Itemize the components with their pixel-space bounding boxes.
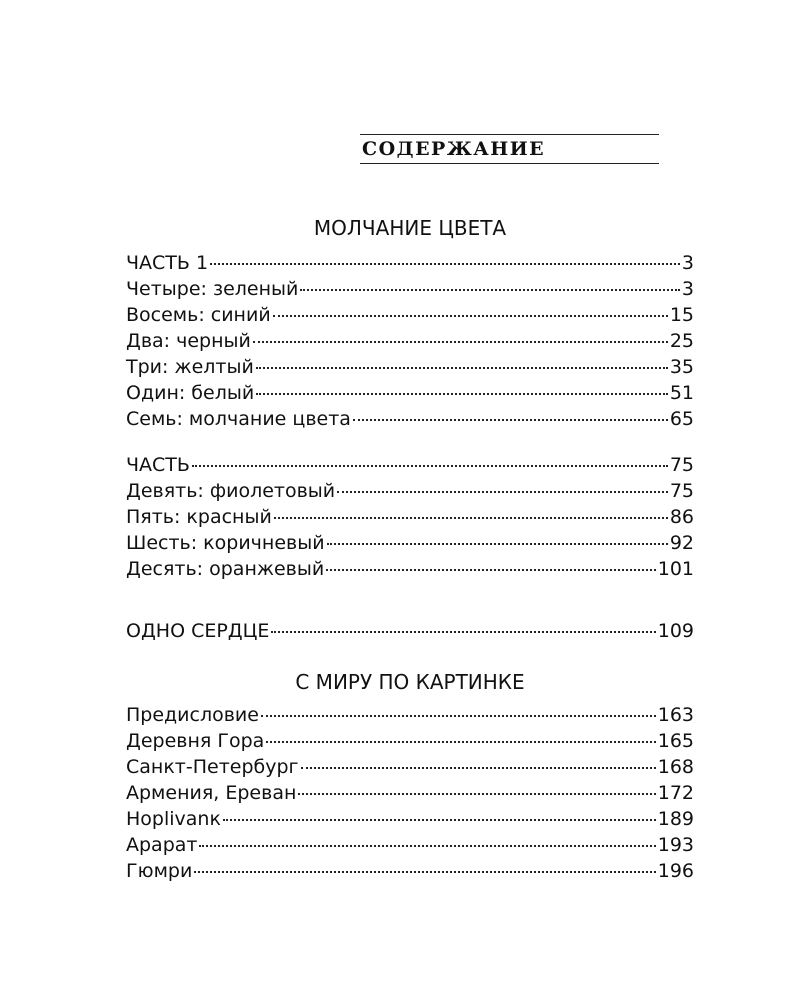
toc-entry-label: Деревня Гора xyxy=(126,730,265,752)
dot-leader xyxy=(266,741,655,743)
toc-entry[interactable] xyxy=(126,556,694,582)
toc-entry-page: 163 xyxy=(657,704,694,726)
toc-entry-page: 189 xyxy=(657,808,694,830)
toc-entry[interactable] xyxy=(126,328,694,354)
dot-leader xyxy=(256,367,668,369)
toc-entry[interactable] xyxy=(126,504,694,530)
toc-entry[interactable] xyxy=(126,728,694,754)
toc-entry[interactable] xyxy=(126,754,694,780)
toc-entry-page: 3 xyxy=(681,278,694,300)
dot-leader xyxy=(326,569,656,571)
dot-leader xyxy=(261,715,656,717)
toc-entry[interactable] xyxy=(126,530,694,556)
section-title-silence-of-color: МОЛЧАНИЕ ЦВЕТА xyxy=(313,216,507,240)
toc-entry-page: 86 xyxy=(669,506,694,528)
toc-entry[interactable] xyxy=(126,354,694,380)
dot-leader xyxy=(253,341,668,343)
dot-leader xyxy=(300,289,680,291)
dot-leader xyxy=(199,845,655,847)
toc-entry[interactable] xyxy=(126,858,694,884)
toc-entry-page: 101 xyxy=(657,558,694,580)
dot-leader xyxy=(273,315,668,317)
toc-entry[interactable] xyxy=(126,452,694,478)
toc-entry-label: Норlivanк xyxy=(126,808,221,830)
toc-entry-page: 109 xyxy=(657,620,694,642)
toc-entry[interactable] xyxy=(126,832,694,858)
dot-leader xyxy=(301,767,656,769)
toc-entry[interactable] xyxy=(126,276,694,302)
dot-leader xyxy=(353,419,668,421)
contents-heading: СОДЕРЖАНИЕ xyxy=(362,138,546,160)
toc-entry-page: 35 xyxy=(669,356,694,378)
toc-entry-label: Девять: фиолетовый xyxy=(126,480,336,502)
toc-entry[interactable] xyxy=(126,478,694,504)
toc-entry[interactable] xyxy=(126,806,694,832)
toc-entry-label: Три: желтый xyxy=(126,356,254,378)
dot-leader xyxy=(327,543,668,545)
toc-entry-label: Десять: оранжевый xyxy=(126,558,325,580)
toc-entry-label: ЧАСТЬ xyxy=(126,454,190,476)
toc-group-world-by-picture xyxy=(126,702,694,884)
toc-entry[interactable] xyxy=(126,302,694,328)
toc-entry-label: Один: белый xyxy=(126,382,255,404)
dot-leader xyxy=(194,871,655,873)
dot-leader xyxy=(337,491,668,493)
toc-entry-label: ЧАСТЬ 1 xyxy=(126,252,209,274)
toc-entry-label: ОДНО СЕРДЦЕ xyxy=(126,620,270,642)
toc-entry[interactable] xyxy=(126,702,694,728)
dot-leader xyxy=(256,393,668,395)
dot-leader xyxy=(274,517,668,519)
toc-entry-page: 75 xyxy=(669,454,694,476)
dot-leader xyxy=(192,465,668,467)
toc-group-part-1 xyxy=(126,250,694,432)
toc-entry-label: Предисловие xyxy=(126,704,259,726)
dot-leader xyxy=(298,793,655,795)
toc-entry-page: 51 xyxy=(669,382,694,404)
dot-leader xyxy=(271,631,655,633)
toc-group-part-2 xyxy=(126,452,694,582)
toc-entry-label: Семь: молчание цвета xyxy=(126,408,351,430)
toc-entry[interactable] xyxy=(126,250,694,276)
toc-entry-page: 3 xyxy=(681,252,694,274)
toc-entry-label: Санкт-Петербург xyxy=(126,756,299,778)
toc-entry-label: Гюмри xyxy=(126,860,193,882)
toc-entry-page: 193 xyxy=(657,834,694,856)
toc-entry-label: Два: черный xyxy=(126,330,251,352)
toc-entry[interactable] xyxy=(126,380,694,406)
contents-heading-rule xyxy=(360,134,659,164)
toc-entry-label: Восемь: синий xyxy=(126,304,271,326)
section-title-world-by-picture: С МИРУ ПО КАРТИНКЕ xyxy=(295,670,525,694)
toc-entry-label: Пять: красный xyxy=(126,506,272,528)
toc-entry-page: 15 xyxy=(669,304,694,326)
dot-leader xyxy=(210,263,680,265)
dot-leader xyxy=(223,819,656,821)
toc-entry-page: 65 xyxy=(669,408,694,430)
toc-entry-page: 168 xyxy=(657,756,694,778)
toc-entry-label: Армения, Ереван xyxy=(126,782,297,804)
toc-entry[interactable] xyxy=(126,406,694,432)
toc-entry[interactable] xyxy=(126,780,694,806)
toc-entry-page: 165 xyxy=(657,730,694,752)
toc-entry-page: 172 xyxy=(657,782,694,804)
toc-group-one-heart xyxy=(126,618,694,644)
toc-entry-label: Четыре: зеленый xyxy=(126,278,299,300)
toc-entry-label: Арарат xyxy=(126,834,198,856)
toc-entry-page: 25 xyxy=(669,330,694,352)
toc-entry-page: 92 xyxy=(669,532,694,554)
toc-entry[interactable] xyxy=(126,618,694,644)
toc-entry-label: Шесть: коричневый xyxy=(126,532,325,554)
toc-entry-page: 75 xyxy=(669,480,694,502)
toc-entry-page: 196 xyxy=(657,860,694,882)
